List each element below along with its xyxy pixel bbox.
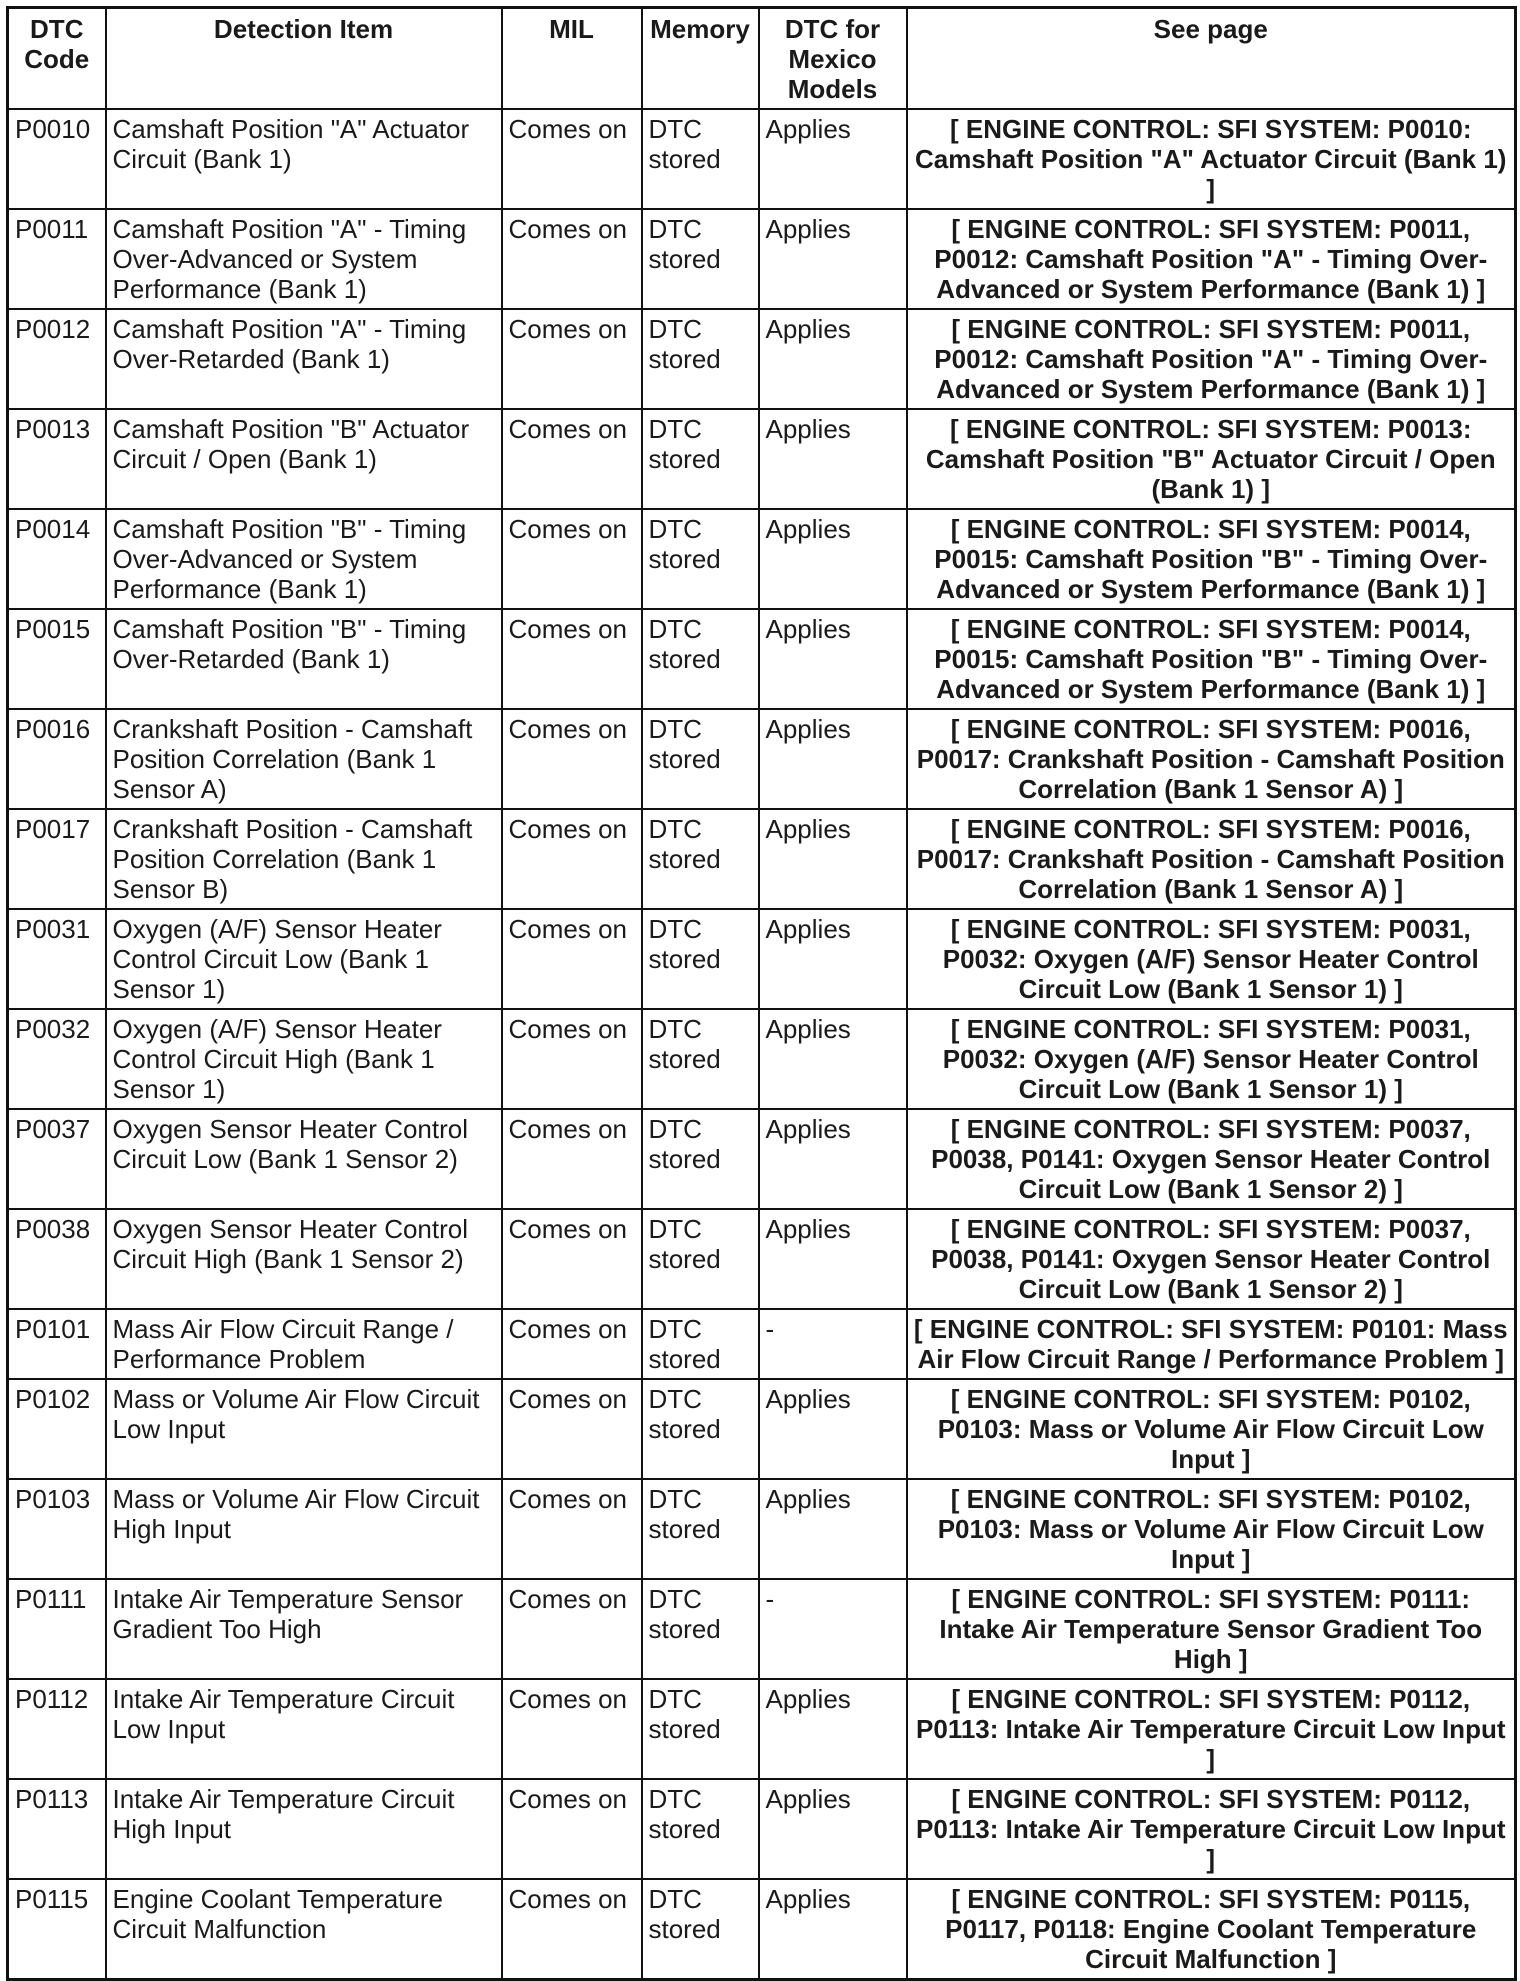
detection-item-cell: Mass or Volume Air Flow Circuit Low Input xyxy=(106,1379,502,1479)
see-page-link[interactable]: [ ENGINE CONTROL: SFI SYSTEM: P0014, P0015: Camshaft Position "B" - Timing Over-Advanced or System Performance (Bank 1) ] xyxy=(907,509,1516,609)
detection-item-cell: Camshaft Position "A" - Timing Over-Advanced or System Performance (Bank 1) xyxy=(106,209,502,309)
detection-item-cell: Engine Coolant Temperature Circuit Malfunction xyxy=(106,1879,502,1980)
see-page-link[interactable]: [ ENGINE CONTROL: SFI SYSTEM: P0102, P0103: Mass or Volume Air Flow Circuit Low Input ] xyxy=(907,1379,1516,1479)
mexico-cell: Applies xyxy=(759,1379,907,1479)
see-page-link[interactable]: [ ENGINE CONTROL: SFI SYSTEM: P0101: Mass Air Flow Circuit Range / Performance Problem ] xyxy=(907,1309,1516,1379)
see-page-link[interactable]: [ ENGINE CONTROL: SFI SYSTEM: P0102, P0103: Mass or Volume Air Flow Circuit Low Input ] xyxy=(907,1479,1516,1579)
see-page-link[interactable]: [ ENGINE CONTROL: SFI SYSTEM: P0011, P0012: Camshaft Position "A" - Timing Over-Advanced or System Performance (Bank 1) ] xyxy=(907,309,1516,409)
header-detection-item: Detection Item xyxy=(106,8,502,110)
mil-cell: Comes on xyxy=(502,1309,642,1379)
see-page-link[interactable]: [ ENGINE CONTROL: SFI SYSTEM: P0112, P0113: Intake Air Temperature Circuit Low Input ] xyxy=(907,1779,1516,1879)
memory-cell: DTC stored xyxy=(642,1109,759,1209)
header-see-page: See page xyxy=(907,8,1516,110)
see-page-link[interactable]: [ ENGINE CONTROL: SFI SYSTEM: P0014, P0015: Camshaft Position "B" - Timing Over-Advanced or System Performance (Bank 1) ] xyxy=(907,609,1516,709)
table-row xyxy=(8,609,1516,709)
mil-cell: Comes on xyxy=(502,1209,642,1309)
mexico-cell: Applies xyxy=(759,1009,907,1109)
mexico-cell: Applies xyxy=(759,1109,907,1209)
mil-cell: Comes on xyxy=(502,1109,642,1209)
mexico-cell: Applies xyxy=(759,709,907,809)
memory-cell: DTC stored xyxy=(642,909,759,1009)
mexico-cell: Applies xyxy=(759,809,907,909)
table-row xyxy=(8,1879,1516,1980)
mexico-cell: Applies xyxy=(759,609,907,709)
memory-cell: DTC stored xyxy=(642,1779,759,1879)
dtc-code-cell: P0111 xyxy=(8,1579,106,1679)
memory-cell: DTC stored xyxy=(642,1209,759,1309)
detection-item-cell: Mass Air Flow Circuit Range / Performance Problem xyxy=(106,1309,502,1379)
table-row xyxy=(8,509,1516,609)
memory-cell: DTC stored xyxy=(642,1679,759,1779)
memory-cell: DTC stored xyxy=(642,709,759,809)
see-page-link[interactable]: [ ENGINE CONTROL: SFI SYSTEM: P0011, P0012: Camshaft Position "A" - Timing Over-Advanced or System Performance (Bank 1) ] xyxy=(907,209,1516,309)
see-page-link[interactable]: [ ENGINE CONTROL: SFI SYSTEM: P0016, P0017: Crankshaft Position - Camshaft Position Correlation (Bank 1 Sensor A) ] xyxy=(907,809,1516,909)
mil-cell: Comes on xyxy=(502,509,642,609)
mil-cell: Comes on xyxy=(502,909,642,1009)
detection-item-cell: Crankshaft Position - Camshaft Position Correlation (Bank 1 Sensor A) xyxy=(106,709,502,809)
mexico-cell: Applies xyxy=(759,1209,907,1309)
mexico-cell: - xyxy=(759,1309,907,1379)
dtc-code-cell: P0103 xyxy=(8,1479,106,1579)
memory-cell: DTC stored xyxy=(642,309,759,409)
dtc-code-cell: P0102 xyxy=(8,1379,106,1479)
detection-item-cell: Camshaft Position "B" Actuator Circuit / Open (Bank 1) xyxy=(106,409,502,509)
memory-cell: DTC stored xyxy=(642,1379,759,1479)
mil-cell: Comes on xyxy=(502,1779,642,1879)
mexico-cell: Applies xyxy=(759,1879,907,1980)
memory-cell: DTC stored xyxy=(642,409,759,509)
memory-cell: DTC stored xyxy=(642,109,759,209)
detection-item-cell: Camshaft Position "B" - Timing Over-Advanced or System Performance (Bank 1) xyxy=(106,509,502,609)
mil-cell: Comes on xyxy=(502,209,642,309)
table-row xyxy=(8,1009,1516,1109)
mexico-cell: Applies xyxy=(759,209,907,309)
mexico-cell: Applies xyxy=(759,1679,907,1779)
detection-item-cell: Camshaft Position "B" - Timing Over-Retarded (Bank 1) xyxy=(106,609,502,709)
memory-cell: DTC stored xyxy=(642,1309,759,1379)
dtc-code-cell: P0012 xyxy=(8,309,106,409)
see-page-link[interactable]: [ ENGINE CONTROL: SFI SYSTEM: P0112, P0113: Intake Air Temperature Circuit Low Input ] xyxy=(907,1679,1516,1779)
header-dtc-code: DTC Code xyxy=(8,8,106,110)
table-row xyxy=(8,309,1516,409)
see-page-link[interactable]: [ ENGINE CONTROL: SFI SYSTEM: P0111: Intake Air Temperature Sensor Gradient Too High ] xyxy=(907,1579,1516,1679)
memory-cell: DTC stored xyxy=(642,1579,759,1679)
mil-cell: Comes on xyxy=(502,609,642,709)
mexico-cell: - xyxy=(759,1579,907,1679)
detection-item-cell: Oxygen (A/F) Sensor Heater Control Circuit High (Bank 1 Sensor 1) xyxy=(106,1009,502,1109)
mexico-cell: Applies xyxy=(759,1779,907,1879)
mexico-cell: Applies xyxy=(759,509,907,609)
table-row xyxy=(8,1379,1516,1479)
memory-cell: DTC stored xyxy=(642,1479,759,1579)
mil-cell: Comes on xyxy=(502,1379,642,1479)
mil-cell: Comes on xyxy=(502,709,642,809)
table-row xyxy=(8,709,1516,809)
memory-cell: DTC stored xyxy=(642,609,759,709)
detection-item-cell: Oxygen Sensor Heater Control Circuit Low (Bank 1 Sensor 2) xyxy=(106,1109,502,1209)
see-page-link[interactable]: [ ENGINE CONTROL: SFI SYSTEM: P0010: Camshaft Position "A" Actuator Circuit (Bank 1) ] xyxy=(907,109,1516,209)
mil-cell: Comes on xyxy=(502,409,642,509)
dtc-code-cell: P0115 xyxy=(8,1879,106,1980)
mexico-cell: Applies xyxy=(759,109,907,209)
dtc-code-cell: P0113 xyxy=(8,1779,106,1879)
table-row xyxy=(8,209,1516,309)
header-memory: Memory xyxy=(642,8,759,110)
mil-cell: Comes on xyxy=(502,1679,642,1779)
memory-cell: DTC stored xyxy=(642,509,759,609)
dtc-code-cell: P0017 xyxy=(8,809,106,909)
table-row xyxy=(8,109,1516,209)
mil-cell: Comes on xyxy=(502,809,642,909)
dtc-code-cell: P0038 xyxy=(8,1209,106,1309)
table-row xyxy=(8,1579,1516,1679)
dtc-code-cell: P0014 xyxy=(8,509,106,609)
dtc-table xyxy=(6,6,1517,1981)
mil-cell: Comes on xyxy=(502,1579,642,1679)
table-row xyxy=(8,1109,1516,1209)
mexico-cell: Applies xyxy=(759,409,907,509)
table-row xyxy=(8,1779,1516,1879)
detection-item-cell: Crankshaft Position - Camshaft Position Correlation (Bank 1 Sensor B) xyxy=(106,809,502,909)
table-row xyxy=(8,809,1516,909)
see-page-link[interactable]: [ ENGINE CONTROL: SFI SYSTEM: P0016, P0017: Crankshaft Position - Camshaft Position Correlation (Bank 1 Sensor A) ] xyxy=(907,709,1516,809)
header-mil: MIL xyxy=(502,8,642,110)
detection-item-cell: Oxygen Sensor Heater Control Circuit High (Bank 1 Sensor 2) xyxy=(106,1209,502,1309)
detection-item-cell: Intake Air Temperature Circuit High Input xyxy=(106,1779,502,1879)
see-page-link[interactable]: [ ENGINE CONTROL: SFI SYSTEM: P0037, P0038, P0141: Oxygen Sensor Heater Control Circuit Low (Bank 1 Sensor 2) ] xyxy=(907,1209,1516,1309)
mil-cell: Comes on xyxy=(502,109,642,209)
dtc-code-cell: P0015 xyxy=(8,609,106,709)
detection-item-cell: Intake Air Temperature Sensor Gradient Too High xyxy=(106,1579,502,1679)
mil-cell: Comes on xyxy=(502,1479,642,1579)
dtc-code-cell: P0016 xyxy=(8,709,106,809)
dtc-code-cell: P0037 xyxy=(8,1109,106,1209)
table-row xyxy=(8,409,1516,509)
detection-item-cell: Intake Air Temperature Circuit Low Input xyxy=(106,1679,502,1779)
header-row xyxy=(8,8,1516,110)
memory-cell: DTC stored xyxy=(642,209,759,309)
table-body xyxy=(8,109,1516,1980)
mil-cell: Comes on xyxy=(502,309,642,409)
table-row xyxy=(8,1679,1516,1779)
table-row xyxy=(8,909,1516,1009)
dtc-code-cell: P0032 xyxy=(8,1009,106,1109)
dtc-code-cell: P0112 xyxy=(8,1679,106,1779)
table-row xyxy=(8,1479,1516,1579)
detection-item-cell: Oxygen (A/F) Sensor Heater Control Circuit Low (Bank 1 Sensor 1) xyxy=(106,909,502,1009)
dtc-code-cell: P0031 xyxy=(8,909,106,1009)
mexico-cell: Applies xyxy=(759,909,907,1009)
dtc-code-cell: P0011 xyxy=(8,209,106,309)
table-row xyxy=(8,1309,1516,1379)
mil-cell: Comes on xyxy=(502,1009,642,1109)
memory-cell: DTC stored xyxy=(642,1009,759,1109)
mexico-cell: Applies xyxy=(759,1479,907,1579)
detection-item-cell: Camshaft Position "A" Actuator Circuit (Bank 1) xyxy=(106,109,502,209)
detection-item-cell: Camshaft Position "A" - Timing Over-Retarded (Bank 1) xyxy=(106,309,502,409)
see-page-link[interactable]: [ ENGINE CONTROL: SFI SYSTEM: P0031, P0032: Oxygen (A/F) Sensor Heater Control Circuit Low (Bank 1 Sensor 1) ] xyxy=(907,909,1516,1009)
see-page-link[interactable]: [ ENGINE CONTROL: SFI SYSTEM: P0115, P0117, P0118: Engine Coolant Temperature Circuit Malfunction ] xyxy=(907,1879,1516,1980)
dtc-code-cell: P0101 xyxy=(8,1309,106,1379)
table-row xyxy=(8,1209,1516,1309)
table-header xyxy=(8,8,1516,110)
see-page-link[interactable]: [ ENGINE CONTROL: SFI SYSTEM: P0037, P0038, P0141: Oxygen Sensor Heater Control Circuit Low (Bank 1 Sensor 2) ] xyxy=(907,1109,1516,1209)
see-page-link[interactable]: [ ENGINE CONTROL: SFI SYSTEM: P0013: Camshaft Position "B" Actuator Circuit / Open (Bank 1) ] xyxy=(907,409,1516,509)
header-dtc-mexico: DTC for Mexico Models xyxy=(759,8,907,110)
dtc-code-cell: P0013 xyxy=(8,409,106,509)
memory-cell: DTC stored xyxy=(642,1879,759,1980)
dtc-code-cell: P0010 xyxy=(8,109,106,209)
mexico-cell: Applies xyxy=(759,309,907,409)
mil-cell: Comes on xyxy=(502,1879,642,1980)
detection-item-cell: Mass or Volume Air Flow Circuit High Input xyxy=(106,1479,502,1579)
see-page-link[interactable]: [ ENGINE CONTROL: SFI SYSTEM: P0031, P0032: Oxygen (A/F) Sensor Heater Control Circuit Low (Bank 1 Sensor 1) ] xyxy=(907,1009,1516,1109)
memory-cell: DTC stored xyxy=(642,809,759,909)
